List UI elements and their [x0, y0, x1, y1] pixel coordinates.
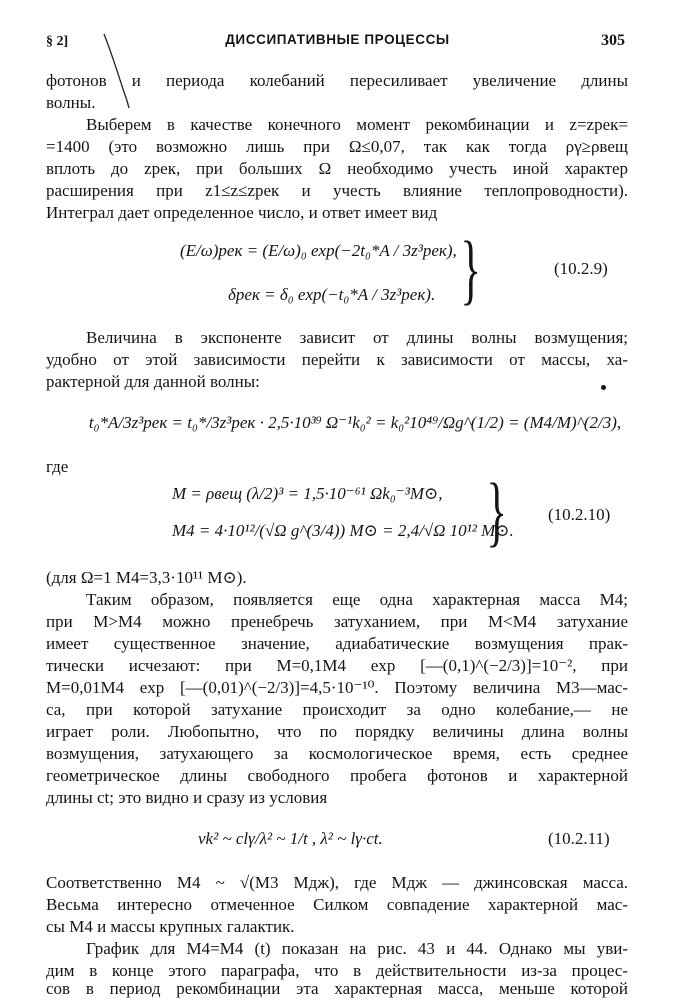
- text-line: тически исчезают: при M=0,1M4 exp [—(0,1)^(−2/3)]=10⁻², при: [46, 656, 628, 675]
- text-line: Таким образом, появляется еще одна характерная масса M4;: [86, 590, 628, 609]
- page-number: 305: [601, 32, 625, 49]
- text-line: График для M4=M4 (t) показан на рис. 43 и 44. Однако мы уви-: [86, 939, 628, 958]
- text-line: сы M4 и массы крупных галактик.: [46, 917, 295, 936]
- text-line: Величина в экспоненте зависит от длины волны возмущения;: [86, 328, 628, 347]
- text-line: Выберем в качестве конечного момент рекомбинации и z=zрек=: [86, 115, 628, 134]
- text-line: волны.: [46, 93, 96, 112]
- text-line: M=0,01M4 exp [—(0,01)^(−2/3)]=4,5·10⁻¹⁰. Поэтому величина M3—мас-: [46, 678, 628, 697]
- text-line: Весьма интересно отмеченное Силком совпадение характерной мас-: [46, 895, 628, 914]
- equation-10-2-10-line2: M4 = 4·10¹²/(√Ω g^(3/4)) M⊙ = 2,4/√Ω 10¹² M⊙.: [172, 521, 514, 540]
- section-marker: § 2]: [46, 34, 69, 49]
- text-line: имеет существенное значение, адиабатические возмущения прак-: [46, 634, 628, 653]
- text-line: возмущения, затухающего за космологическое время, есть среднее: [46, 744, 628, 763]
- text-line: са, при которой затухание происходит за одно колебание,— не: [46, 700, 628, 719]
- text-line: Интеграл дает определенное число, и ответ имеет вид: [46, 203, 438, 222]
- equation-number: (10.2.9): [554, 259, 608, 278]
- text-line: сов в период рекомбинации эта характерная масса, меньше которой: [46, 979, 628, 998]
- equation-exponent: t₀*A/3z³рек = t₀*/3z³рек · 2,5·10³⁹ Ω⁻¹k₀² = k₀²10⁴⁹/Ωg^(1/2) = (M4/M)^(2/3),: [88, 413, 622, 432]
- text-line: =1400 (это возможно лишь при Ω≤0,07, так как тогда ργ≥ρвещ: [46, 137, 628, 156]
- text-line: вплоть до zрек, при больших Ω необходимо учесть иной характер: [46, 159, 628, 178]
- equation-brace: }: [460, 225, 482, 312]
- text-line: при M>M4 можно пренебречь затуханием, при M<M4 затухание: [46, 612, 628, 631]
- equation-10-2-11: νk² ~ clγ/λ² ~ 1/t , λ² ~ lγ·ct.: [198, 829, 383, 848]
- equation-10-2-9-line2: δрек = δ₀ exp(−t₀*A / 3z³рек).: [228, 285, 436, 304]
- ink-dot: [601, 385, 606, 390]
- text-line: фотонов и периода колебаний пересиливает увеличение длины: [46, 71, 628, 90]
- text-line: расширения при z1≤z≤zрек и учесть влияние теплопроводности).: [46, 181, 628, 200]
- text-line: рактерной для данной волны:: [46, 372, 260, 391]
- text-line: где: [46, 457, 69, 476]
- running-title: ДИССИПАТИВНЫЕ ПРОЦЕССЫ: [225, 32, 450, 47]
- text-line: Соответственно M4 ~ √(M3 Mдж), где Mдж — джинсовская масса.: [46, 873, 628, 892]
- equation-brace: }: [486, 467, 508, 554]
- text-line: (для Ω=1 M4=3,3·10¹¹ M⊙).: [46, 568, 247, 587]
- equation-10-2-10-line1: M = ρвещ (λ/2)³ = 1,5·10⁻⁶¹ Ωk₀⁻³M⊙,: [172, 484, 443, 503]
- text-line: дим в конце этого параграфа, что в действительности из-за процес-: [46, 961, 628, 980]
- text-line: играет роли. Любопытно, что по порядку величины длина волны: [46, 722, 628, 741]
- equation-number: (10.2.11): [548, 829, 610, 848]
- text-line: удобно от этой зависимости перейти к зависимости от массы, ха-: [46, 350, 628, 369]
- equation-number: (10.2.10): [548, 505, 611, 524]
- text-line: длины ct; это видно и сразу из условия: [46, 788, 328, 807]
- equation-10-2-9-line1: (E/ω)рек = (E/ω)₀ exp(−2t₀*A / 3z³рек),: [180, 241, 457, 260]
- text-line: геометрическое длины свободного пробега фотонов и характерной: [46, 766, 628, 785]
